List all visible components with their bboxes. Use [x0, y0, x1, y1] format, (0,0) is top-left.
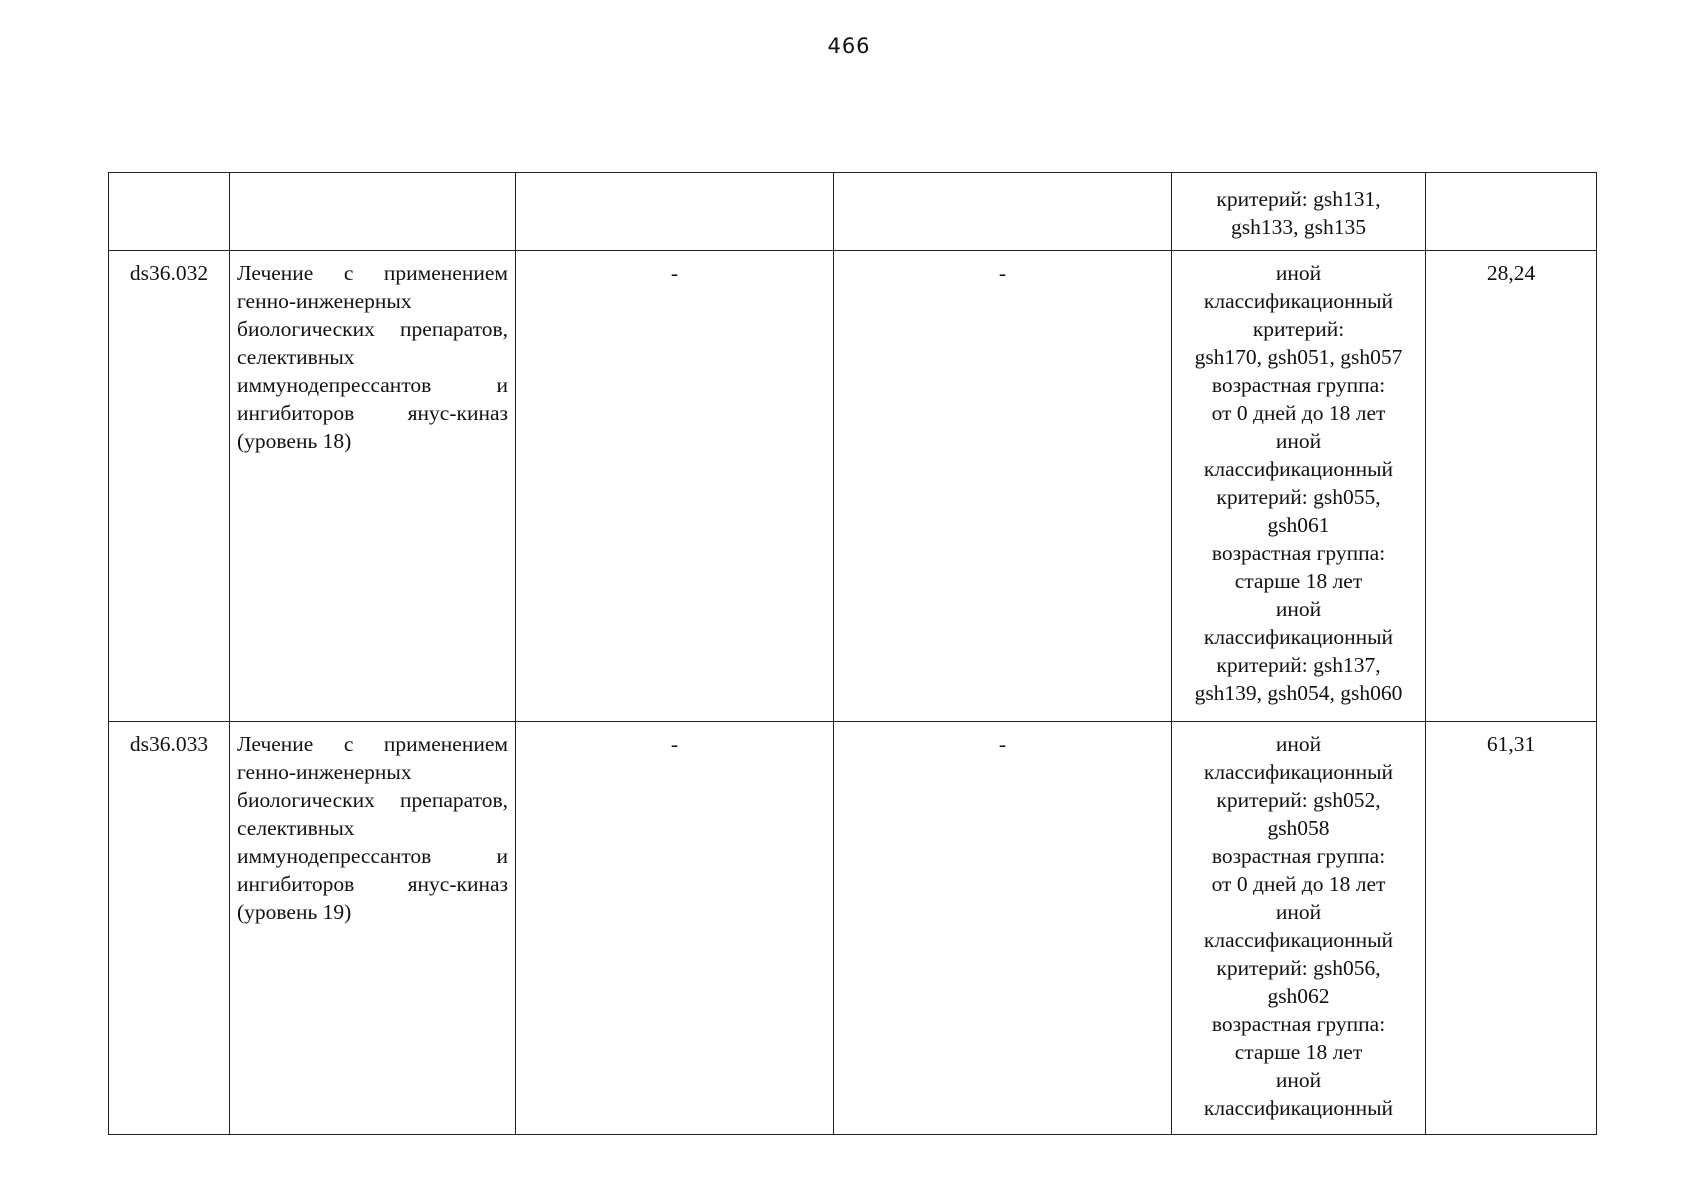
criteria-line: иной	[1275, 900, 1322, 924]
criteria-line: gsh058	[1267, 816, 1330, 840]
criteria-line: критерий: gsh131,	[1216, 187, 1381, 211]
criteria-line: от 0 дней до 18 лет	[1211, 872, 1386, 896]
name-cell	[230, 722, 516, 1135]
criteria-line: иной	[1275, 1068, 1322, 1092]
coefficient-cell	[1426, 173, 1597, 251]
col4-cell: -	[834, 251, 1172, 722]
criteria-line: иной	[1275, 429, 1322, 453]
code-cell: ds36.032	[109, 251, 230, 722]
name-cell	[230, 251, 516, 722]
criteria-line: критерий:	[1252, 317, 1345, 341]
criteria-line: иной	[1275, 732, 1322, 756]
code-cell: ds36.033	[109, 722, 230, 1135]
criteria-line: старше 18 лет	[1234, 569, 1363, 593]
criteria-line: возрастная группа:	[1211, 844, 1386, 868]
table-row	[109, 722, 1597, 1135]
criteria-line: от 0 дней до 18 лет	[1211, 401, 1386, 425]
criteria-line: возрастная группа:	[1211, 1012, 1386, 1036]
col3-cell	[516, 173, 834, 251]
criteria-cell	[1172, 173, 1426, 251]
criteria-line: классификационный	[1203, 457, 1394, 481]
name-text: Лечение с применением генно-инженерных биологических препаратов, селективных иммунодепрессантов и ингибиторов янус-киназ (уровень 19)	[237, 732, 508, 924]
criteria-line: возрастная группа:	[1211, 541, 1386, 565]
col3-cell: -	[516, 251, 834, 722]
criteria-line: классификационный	[1203, 289, 1394, 313]
code-cell	[109, 173, 230, 251]
criteria-line: классификационный	[1203, 928, 1394, 952]
page-number: 466	[827, 34, 871, 58]
name-text: Лечение с применением генно-инженерных биологических препаратов, селективных иммунодепрессантов и ингибиторов янус-киназ (уровень 18)	[237, 261, 508, 453]
coefficient-cell: 28,24	[1426, 251, 1597, 722]
criteria-line: gsh062	[1267, 984, 1330, 1008]
col3-cell: -	[516, 722, 834, 1135]
criteria-line: классификационный	[1203, 1096, 1394, 1120]
criteria-line: gsh061	[1267, 513, 1330, 537]
criteria-line: классификационный	[1203, 625, 1394, 649]
criteria-line: критерий: gsh056,	[1216, 956, 1381, 980]
criteria-line: иной	[1275, 597, 1322, 621]
criteria-line: gsh139, gsh054, gsh060	[1194, 681, 1403, 705]
criteria-line: критерий: gsh137,	[1216, 653, 1381, 677]
col4-cell	[834, 173, 1172, 251]
criteria-cell	[1172, 722, 1426, 1135]
criteria-line: старше 18 лет	[1234, 1040, 1363, 1064]
criteria-line: критерий: gsh052,	[1216, 788, 1381, 812]
criteria-line: возрастная группа:	[1211, 373, 1386, 397]
table-row	[109, 173, 1597, 251]
criteria-line: gsh133, gsh135	[1231, 215, 1366, 239]
criteria-line: иной	[1275, 261, 1322, 285]
criteria-line: gsh170, gsh051, gsh057	[1194, 345, 1403, 369]
coefficient-cell: 61,31	[1426, 722, 1597, 1135]
name-cell	[230, 173, 516, 251]
criteria-line: критерий: gsh055,	[1216, 485, 1381, 509]
tariff-table	[108, 172, 1597, 1135]
criteria-line: классификационный	[1203, 760, 1394, 784]
col4-cell: -	[834, 722, 1172, 1135]
table-row	[109, 251, 1597, 722]
criteria-cell	[1172, 251, 1426, 722]
